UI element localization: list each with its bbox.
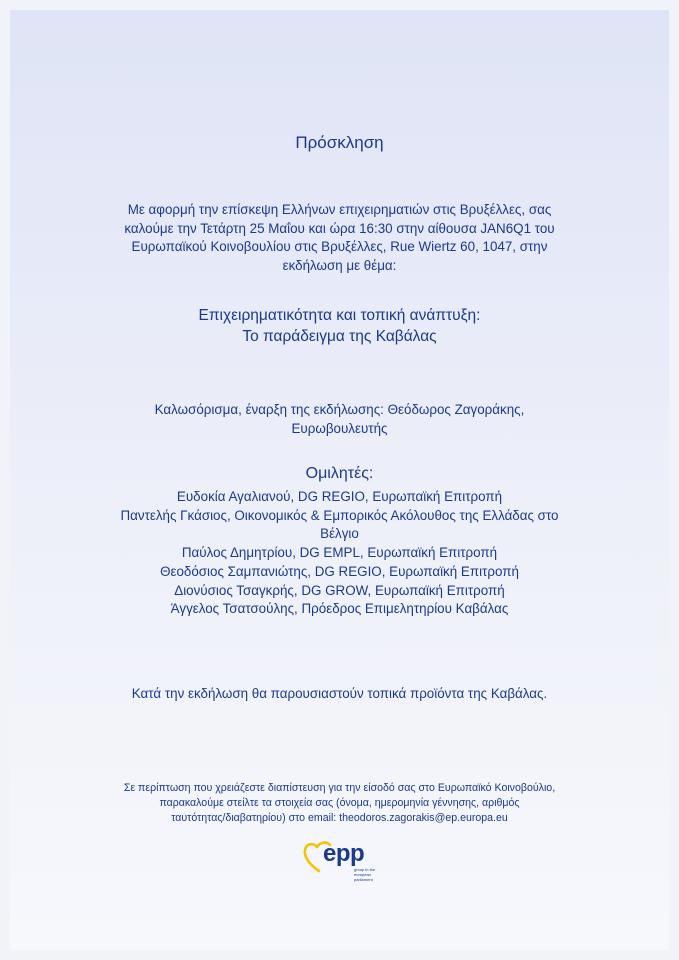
welcome-line: Καλωσόρισμα, έναρξη της εκδήλωσης: Θεόδωρος Ζαγοράκης, <box>154 402 525 417</box>
intro-paragraph <box>0 201 679 275</box>
speaker-item: Βέλγιο <box>320 526 359 542</box>
invitation-title: Πρόσκληση <box>295 133 384 152</box>
epp-logo-text: epp <box>323 840 365 867</box>
footer-line: ταυτότητας/διαβατηρίου) στο email: theodoros.zagorakis@ep.europa.eu <box>171 812 508 824</box>
speaker-item: Ευδοκία Αγαλιανού, DG REGIO, Ευρωπαϊκή Επιτροπή <box>176 489 503 504</box>
epp-logo <box>303 838 379 882</box>
footer-line: Σε περίπτωση που χρειάζεστε διαπίστευση για την είσοδό σας στο Ευρωπαϊκό Κοινοβούλιο, <box>123 782 556 794</box>
speakers-heading: Ομιλητές: <box>305 465 374 482</box>
intro-line: εκδήλωση με θέμα: <box>282 257 397 273</box>
intro-line: Με αφορμή την επίσκεψη Ελλήνων επιχειρηματιών στις Βρυξέλλες, σας <box>127 202 552 217</box>
speaker-item: Θεοδόσιος Σαμπανιώτης, DG REGIO, Ευρωπαϊκή Επιτροπή <box>160 563 519 579</box>
intro-line: καλούμε την Τετάρτη 25 Μαΐου και ώρα 16:30 στην αίθουσα JAN6Q1 του <box>124 220 555 236</box>
speaker-item: Διονύσιος Τσαγκρής, DG GROW, Ευρωπαϊκή Επιτροπή <box>174 582 505 598</box>
epp-logo-subtitle: group in the european parliament <box>354 867 376 882</box>
intro-line: Ευρωπαϊκού Κοινοβουλίου στις Βρυξέλλες, Rue Wiertz 60, 1047, στην <box>131 239 548 254</box>
topic-line: Επιχειρηματικότητα και τοπική ανάπτυξη: <box>198 307 481 324</box>
products-note: Κατά την εκδήλωση θα παρουσιαστούν τοπικά προϊόντα της Καβάλας. <box>131 686 548 701</box>
topic-line: Το παράδειγμα της Καβάλας <box>242 328 437 345</box>
event-topic <box>0 305 679 347</box>
speaker-item: Άγγελος Τσατσούλης, Πρόεδρος Επιμελητηρίου Καβάλας <box>170 601 509 617</box>
speaker-item: Παύλος Δημητρίου, DG EMPL, Ευρωπαϊκή Επιτροπή <box>181 545 498 561</box>
speaker-item: Παντελής Γκάσιος, Οικονομικός & Εμπορικός Ακόλουθος της Ελλάδας στο <box>120 507 559 523</box>
welcome-note <box>0 400 679 438</box>
welcome-line: Ευρωβουλευτής <box>291 421 388 436</box>
speakers-list <box>0 488 679 619</box>
accreditation-footer <box>0 781 679 826</box>
footer-line: παρακαλούμε στείλτε τα στοιχεία σας (όνομα, ημερομηνία γέννησης, αριθμός <box>159 797 520 809</box>
